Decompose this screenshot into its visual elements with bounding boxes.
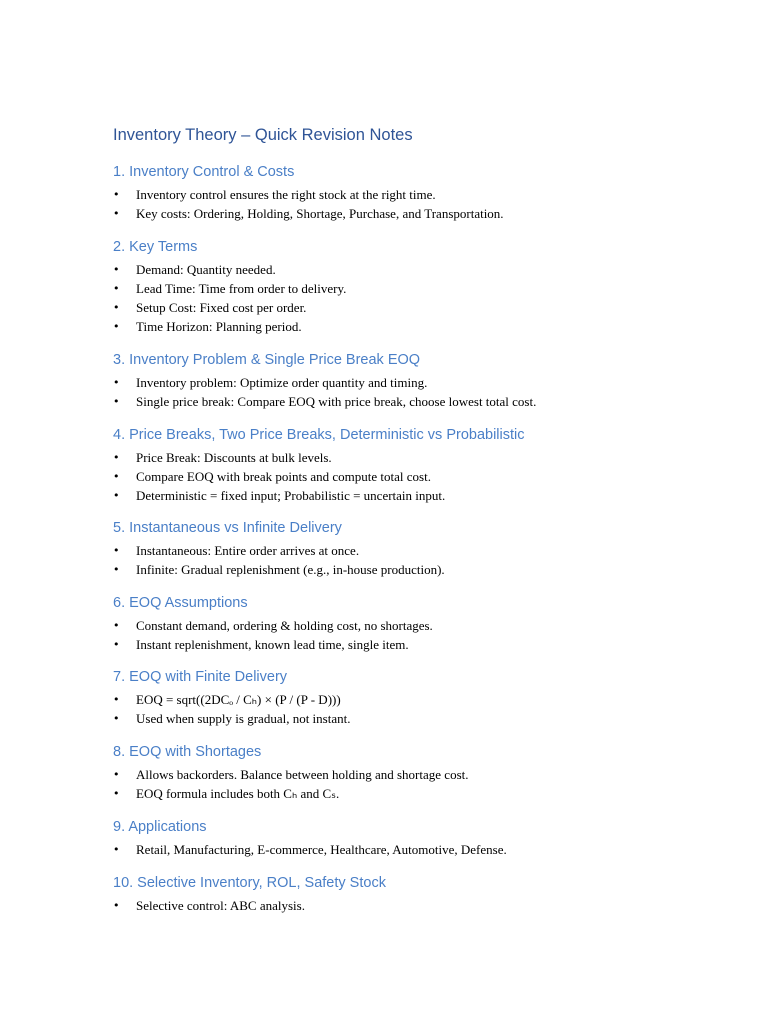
list-item xyxy=(113,204,713,223)
list-item xyxy=(113,616,713,635)
section-heading: 3. Inventory Problem & Single Price Break EOQ xyxy=(113,352,421,368)
list-item xyxy=(113,279,713,298)
bullet-icon: • xyxy=(113,768,120,781)
bullet-list xyxy=(113,448,713,505)
bullet-text: Demand: Quantity needed. xyxy=(136,262,276,277)
section-heading: 10. Selective Inventory, ROL, Safety Stock xyxy=(113,875,386,891)
list-item xyxy=(113,709,713,728)
list-item xyxy=(113,635,713,654)
section-heading: 6. EOQ Assumptions xyxy=(113,595,248,611)
bullet-text: Instantaneous: Entire order arrives at once. xyxy=(136,543,360,558)
bullet-text: Constant demand, ordering & holding cost, no shortages. xyxy=(136,618,433,633)
section-1 xyxy=(113,162,713,223)
bullet-list xyxy=(113,765,713,803)
bullet-text: Key costs: Ordering, Holding, Shortage, Purchase, and Transportation. xyxy=(136,206,504,221)
bullet-icon: • xyxy=(113,899,120,912)
list-item xyxy=(113,448,713,467)
bullet-text: Single price break: Compare EOQ with price break, choose lowest total cost. xyxy=(136,394,537,409)
list-item xyxy=(113,298,713,317)
list-item xyxy=(113,317,713,336)
bullet-list xyxy=(113,690,713,728)
section-7 xyxy=(113,667,713,728)
bullet-list xyxy=(113,185,713,223)
bullet-icon: • xyxy=(113,470,120,483)
bullet-icon: • xyxy=(113,712,120,725)
bullet-icon: • xyxy=(113,207,120,220)
section-8 xyxy=(113,742,713,803)
section-heading: 4. Price Breaks, Two Price Breaks, Deterministic vs Probabilistic xyxy=(113,427,525,443)
section-5 xyxy=(113,518,713,579)
bullet-text: Inventory problem: Optimize order quantity and timing. xyxy=(136,375,428,390)
bullet-text: Used when supply is gradual, not instant. xyxy=(136,711,351,726)
section-heading: 1. Inventory Control & Costs xyxy=(113,164,295,180)
bullet-text: Retail, Manufacturing, E-commerce, Healthcare, Automotive, Defense. xyxy=(136,842,507,857)
list-item xyxy=(113,260,713,279)
list-item xyxy=(113,896,713,915)
bullet-icon: • xyxy=(113,843,120,856)
list-item xyxy=(113,541,713,560)
bullet-icon: • xyxy=(113,544,120,557)
list-item xyxy=(113,560,713,579)
list-item xyxy=(113,373,713,392)
list-item xyxy=(113,765,713,784)
section-heading: 5. Instantaneous vs Infinite Delivery xyxy=(113,520,342,536)
bullet-icon: • xyxy=(113,451,120,464)
list-item xyxy=(113,486,713,505)
bullet-list xyxy=(113,616,713,654)
bullet-text: Selective control: ABC analysis. xyxy=(136,898,305,913)
section-3 xyxy=(113,350,713,411)
bullet-icon: • xyxy=(113,619,120,632)
section-4 xyxy=(113,425,713,505)
bullet-list xyxy=(113,541,713,579)
list-item xyxy=(113,690,713,709)
bullet-list xyxy=(113,840,713,859)
bullet-icon: • xyxy=(113,263,120,276)
section-heading: 8. EOQ with Shortages xyxy=(113,744,262,760)
bullet-text: Lead Time: Time from order to delivery. xyxy=(136,281,347,296)
list-item xyxy=(113,392,713,411)
list-item xyxy=(113,185,713,204)
section-heading: 7. EOQ with Finite Delivery xyxy=(113,669,288,685)
bullet-icon: • xyxy=(113,188,120,201)
section-heading: 2. Key Terms xyxy=(113,239,198,255)
list-item xyxy=(113,467,713,486)
bullet-icon: • xyxy=(113,320,120,333)
section-2 xyxy=(113,237,713,336)
section-6 xyxy=(113,593,713,654)
bullet-text: EOQ = sqrt((2DCₒ / Cₕ) × (P / (P - D))) xyxy=(136,692,341,707)
bullet-text: Instant replenishment, known lead time, single item. xyxy=(136,637,409,652)
bullet-icon: • xyxy=(113,282,120,295)
bullet-list xyxy=(113,373,713,411)
section-9 xyxy=(113,817,713,859)
bullet-icon: • xyxy=(113,638,120,651)
bullet-text: EOQ formula includes both Cₕ and Cₛ. xyxy=(136,786,340,801)
bullet-text: Deterministic = fixed input; Probabilistic = uncertain input. xyxy=(136,488,446,503)
list-item xyxy=(113,840,713,859)
bullet-icon: • xyxy=(113,376,120,389)
bullet-list xyxy=(113,260,713,336)
section-heading: 9. Applications xyxy=(113,819,207,835)
bullet-icon: • xyxy=(113,693,120,706)
bullet-icon: • xyxy=(113,787,120,800)
document-title: Inventory Theory – Quick Revision Notes xyxy=(113,126,413,144)
section-10 xyxy=(113,873,713,915)
bullet-text: Time Horizon: Planning period. xyxy=(136,319,302,334)
list-item xyxy=(113,784,713,803)
bullet-icon: • xyxy=(113,395,120,408)
bullet-text: Price Break: Discounts at bulk levels. xyxy=(136,450,332,465)
bullet-icon: • xyxy=(113,301,120,314)
bullet-text: Allows backorders. Balance between holding and shortage cost. xyxy=(136,767,469,782)
bullet-text: Setup Cost: Fixed cost per order. xyxy=(136,300,307,315)
bullet-text: Infinite: Gradual replenishment (e.g., in-house production). xyxy=(136,562,445,577)
bullet-text: Compare EOQ with break points and compute total cost. xyxy=(136,469,431,484)
bullet-icon: • xyxy=(113,489,120,502)
bullet-icon: • xyxy=(113,563,120,576)
bullet-text: Inventory control ensures the right stock at the right time. xyxy=(136,187,436,202)
bullet-list xyxy=(113,896,713,915)
